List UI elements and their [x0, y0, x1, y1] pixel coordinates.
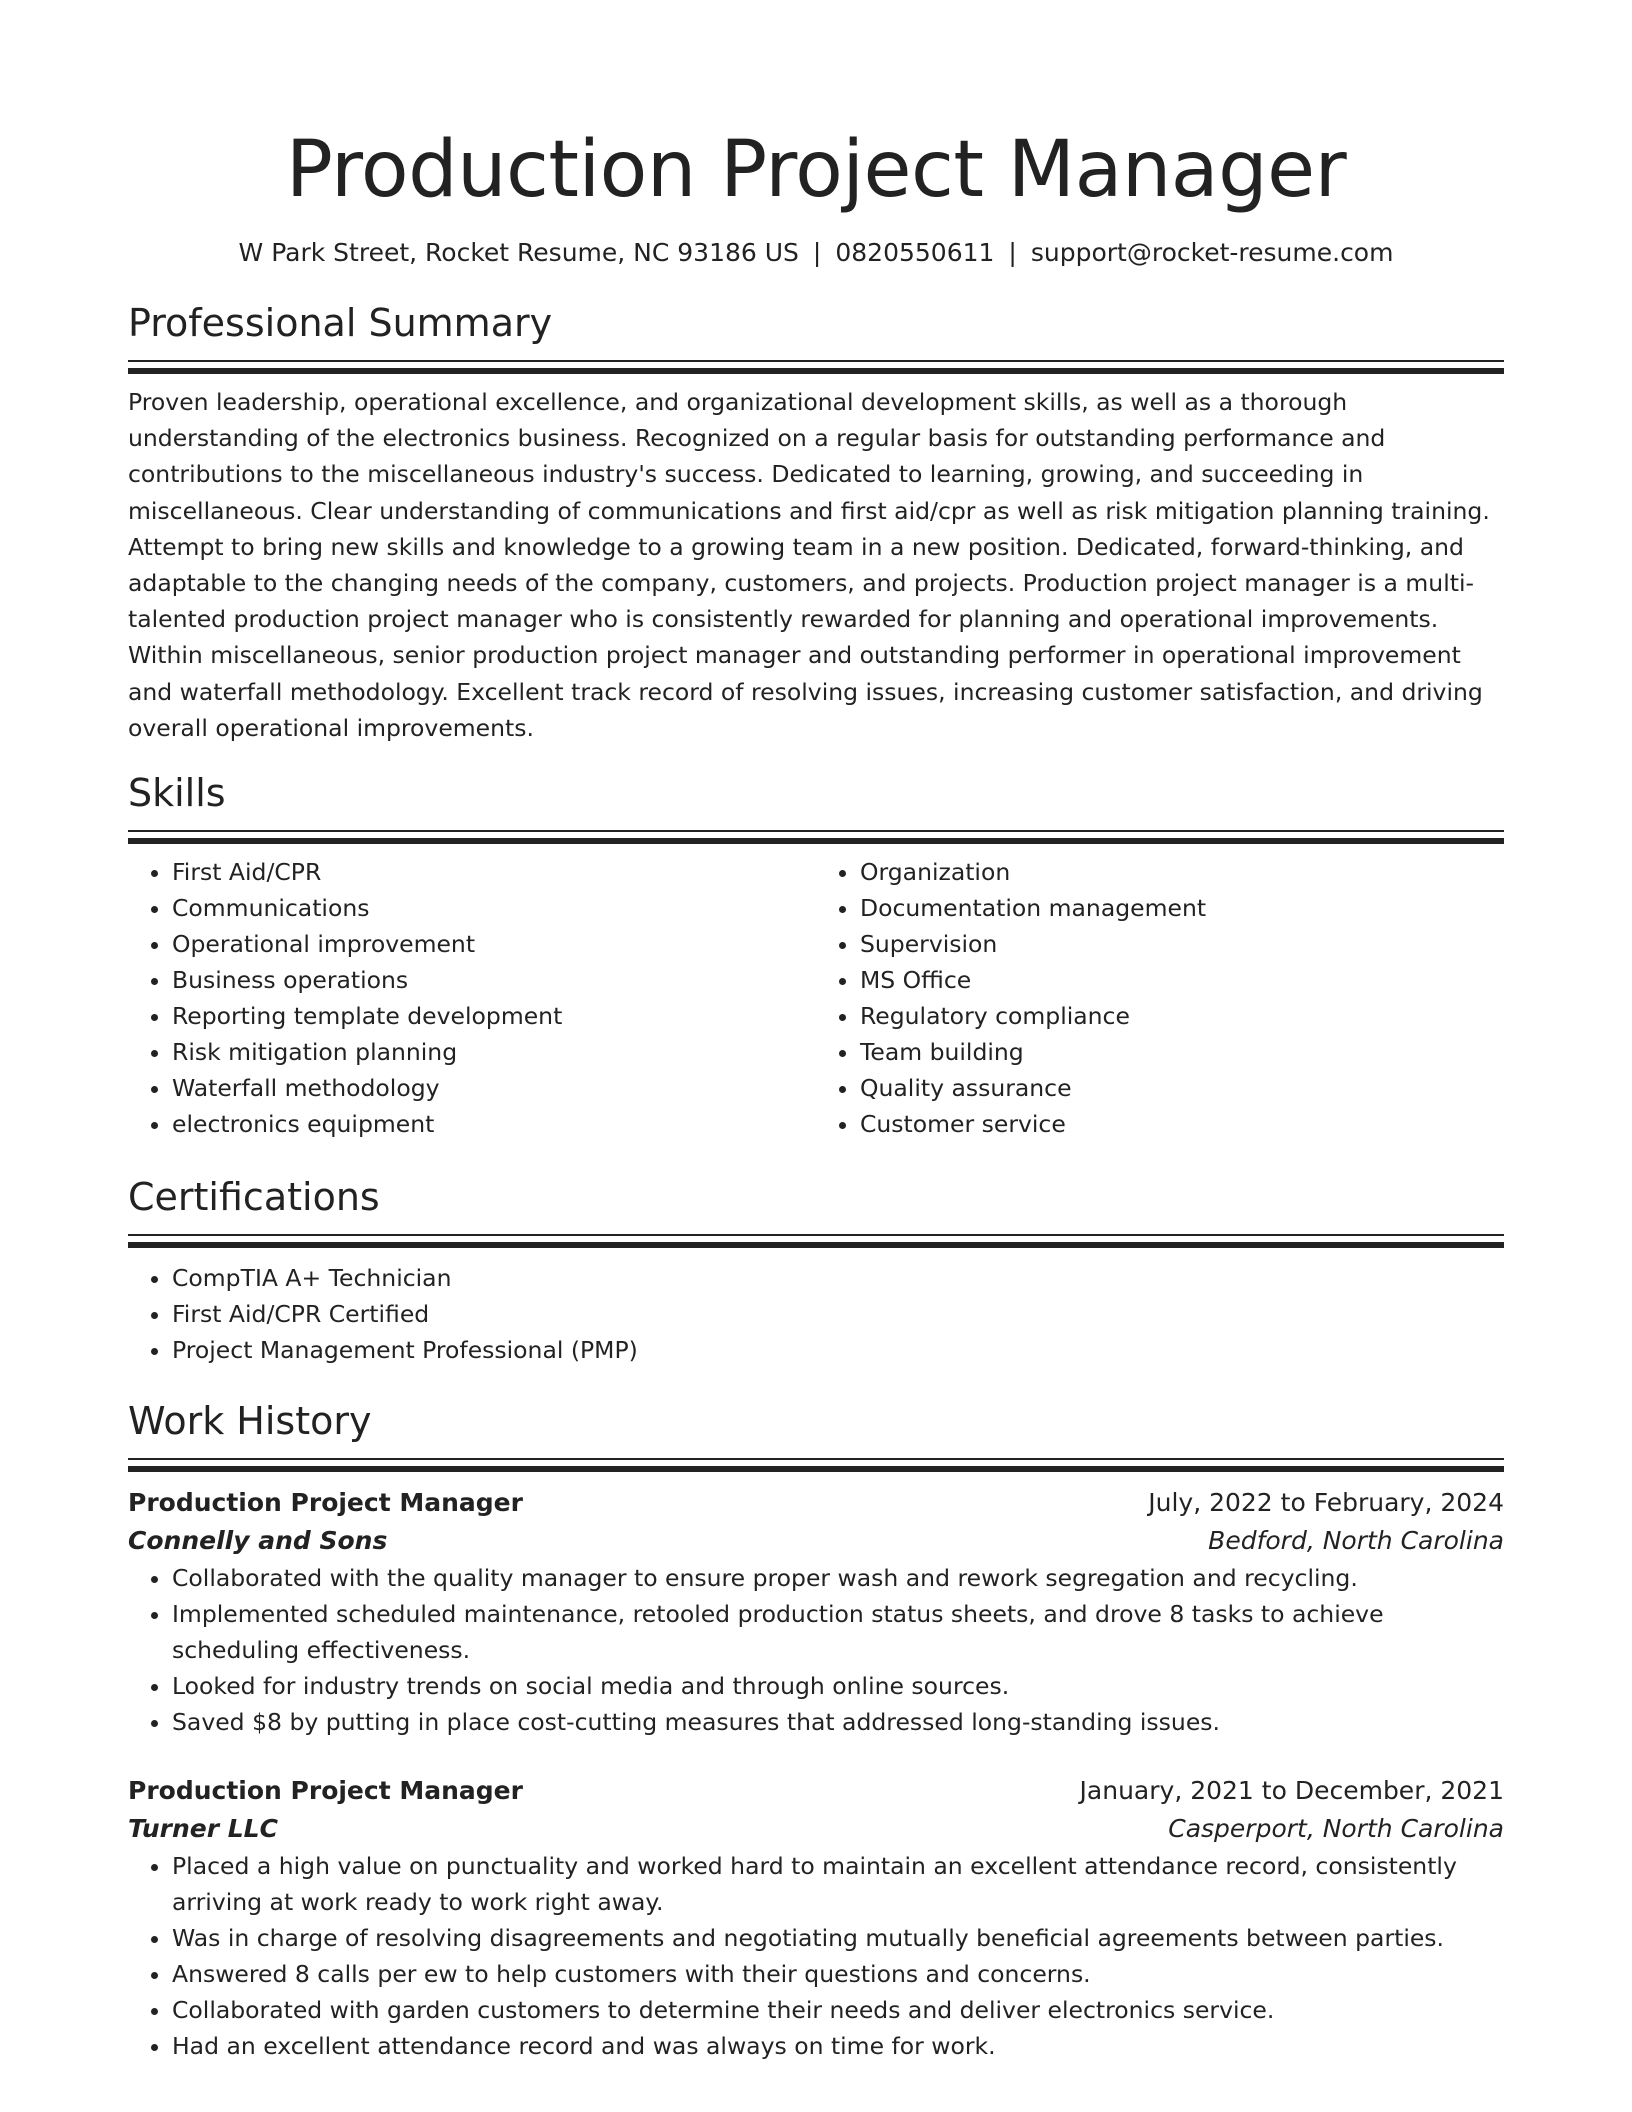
contact-phone: 0820550611 [835, 238, 995, 267]
resume-name: Production Project Manager [285, 125, 1347, 215]
job-header [128, 1484, 1504, 1522]
skill-item: • electronics equipment [172, 1106, 816, 1142]
job-entry [128, 1772, 1504, 2064]
contact-separator: | [812, 238, 822, 267]
skills-list-left [128, 854, 816, 1142]
job-duty: • Implemented scheduled maintenance, retooled production status sheets, and drove 8 tasks to achieve scheduling effectiveness. [172, 1596, 1504, 1668]
contact-address: W Park Street, Rocket Resume, NC 93186 US [238, 238, 799, 267]
summary-text: Proven leadership, operational excellence, and organizational development skills, as well as a thorough understanding of the electronics business. Recognized on a regular basis for outstanding performance and contributions to the miscellaneous industry's success. Dedicated to learning, growing, and succeeding in miscellaneous. Clear understanding of communications and first aid/cpr as well as risk mitigation planning training. Attempt to bring new skills and knowledge to a growing team in a new position. Dedicated, forward-thinking, and adaptable to the changing needs of the company, customers, and projects. Production project manager is a multi-talented production project manager who is consistently rewarded for planning and operational improvements. Within miscellaneous, senior production project manager and outstanding performer in operational improvement and waterfall methodology. Excellent track record of resolving issues, increasing customer satisfaction, and driving overall operational improvements. [128, 388, 1490, 742]
section-divider [128, 1234, 1504, 1246]
skill-item: • Documentation management [860, 890, 1504, 926]
skill-item: • MS Office [860, 962, 1504, 998]
skill-item: • Organization [860, 854, 1504, 890]
skill-item: • First Aid/CPR [172, 854, 816, 890]
section-title-certifications: Certifications [128, 1175, 380, 1220]
job-location: Casperport, North Carolina [1168, 1814, 1504, 1844]
skills-grid [128, 854, 1504, 1142]
skill-item: • Customer service [860, 1106, 1504, 1142]
skill-item: • Risk mitigation planning [172, 1034, 816, 1070]
job-duty: • Collaborated with the quality manager to ensure proper wash and rework segregation and recycling. [172, 1560, 1504, 1596]
job-duty: • Answered 8 calls per ew to help customers with their questions and concerns. [172, 1956, 1504, 1992]
certifications-list [128, 1260, 1504, 1368]
job-entry [128, 1484, 1504, 1740]
certification-item: • Project Management Professional (PMP) [172, 1332, 1504, 1368]
certification-item: • CompTIA A+ Technician [172, 1260, 1504, 1296]
job-duties-list [128, 1560, 1504, 1740]
certification-item: • First Aid/CPR Certified [172, 1296, 1504, 1332]
skill-item: • Operational improvement [172, 926, 816, 962]
skill-item: • Business operations [172, 962, 816, 998]
certifications-section [128, 1174, 1504, 1368]
contact-email: support@rocket-resume.com [1030, 238, 1394, 267]
job-dates: July, 2022 to February, 2024 [1148, 1488, 1504, 1518]
section-divider [128, 1458, 1504, 1470]
section-title-work-history: Work History [128, 1399, 372, 1444]
job-duty: • Collaborated with garden customers to determine their needs and deliver electronics service. [172, 1992, 1504, 2028]
job-duty: • Was in charge of resolving disagreements and negotiating mutually beneficial agreements between parties. [172, 1920, 1504, 1956]
skills-list-right [816, 854, 1504, 1142]
contact-separator: | [1008, 238, 1017, 267]
job-location: Bedford, North Carolina [1208, 1526, 1504, 1556]
job-header [128, 1772, 1504, 1810]
skill-item: • Waterfall methodology [172, 1070, 816, 1106]
job-duty: • Saved $8 by putting in place cost-cutting measures that addressed long-standing issues. [172, 1704, 1504, 1740]
skill-item: • Reporting template development [172, 998, 816, 1034]
skill-item: • Supervision [860, 926, 1504, 962]
section-divider [128, 360, 1504, 372]
skill-item: • Communications [172, 890, 816, 926]
resume-page [128, 0, 1504, 2064]
job-duty: • Looked for industry trends on social media and through online sources. [172, 1668, 1504, 1704]
section-title-summary: Professional Summary [128, 301, 553, 345]
job-duty: • Had an excellent attendance record and was always on time for work. [172, 2028, 1504, 2064]
section-divider [128, 830, 1504, 842]
job-dates: January, 2021 to December, 2021 [1079, 1776, 1504, 1806]
job-subheader [128, 1522, 1504, 1560]
skill-item: • Regulatory compliance [860, 998, 1504, 1034]
job-company: Connelly and Sons [128, 1526, 388, 1556]
job-title: Production Project Manager [128, 1488, 523, 1518]
skills-section [128, 770, 1504, 1142]
contact-line [128, 236, 1504, 270]
job-subheader [128, 1810, 1504, 1848]
summary-section [128, 300, 1504, 746]
job-title: Production Project Manager [128, 1776, 523, 1806]
section-title-skills: Skills [128, 771, 226, 816]
work-history-section [128, 1398, 1504, 2064]
skill-item: • Quality assurance [860, 1070, 1504, 1106]
job-company: Turner LLC [128, 1814, 278, 1844]
job-duty: • Placed a high value on punctuality and worked hard to maintain an excellent attendance record, consistently arriving at work ready to work right away. [172, 1848, 1504, 1920]
skill-item: • Team building [860, 1034, 1504, 1070]
job-duties-list [128, 1848, 1504, 2064]
